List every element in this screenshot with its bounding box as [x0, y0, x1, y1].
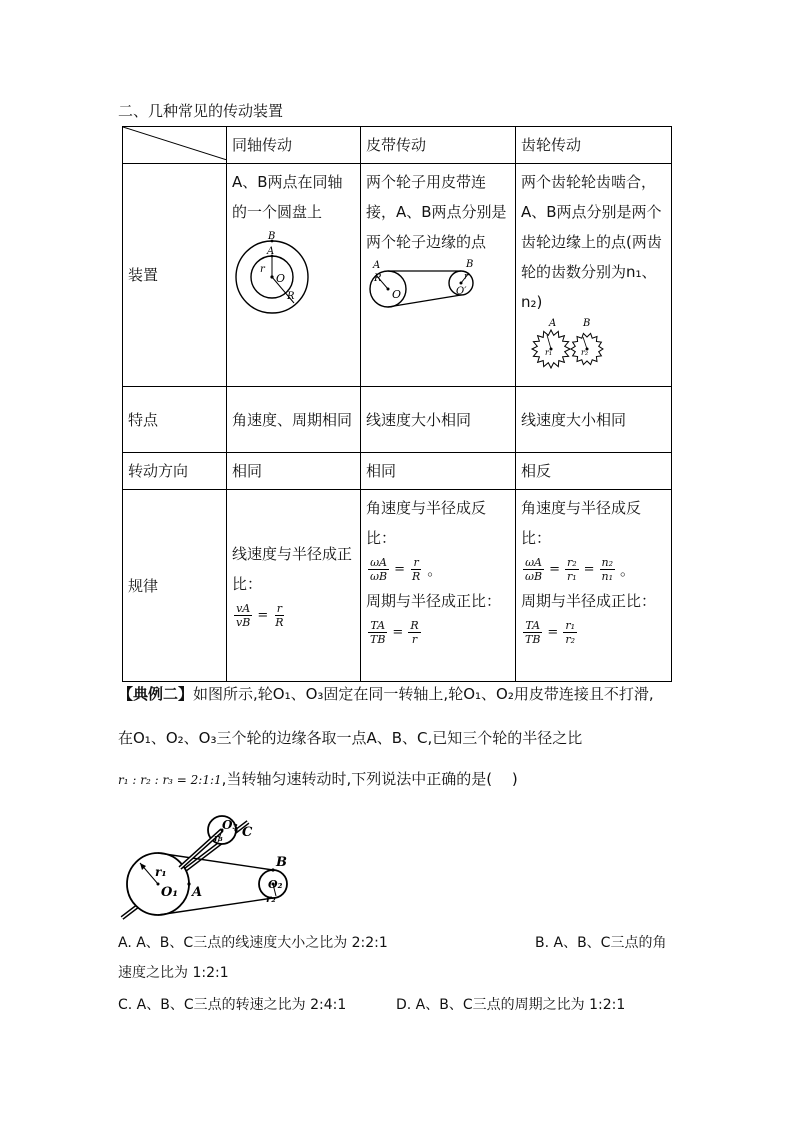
example-text-3: ,当转轴匀速转动时,下列说法中正确的是( ) — [221, 770, 518, 788]
header-coaxial: 同轴传动 — [227, 127, 361, 164]
label-R: R — [287, 291, 295, 302]
option-B-part1: B. A、B、C三点的角 — [535, 935, 667, 951]
cell-feature-coaxial: 角速度、周期相同 — [227, 387, 361, 453]
table-row-feature — [123, 387, 672, 453]
table-row-device — [123, 164, 672, 387]
example-title: 【典例二】 — [118, 685, 194, 703]
table-row-law — [123, 490, 672, 682]
belt-label-A: A — [373, 260, 381, 271]
diagonal-header-cell — [123, 127, 227, 164]
fig-label-O2: O₂ — [268, 878, 283, 891]
formula-period-ratio-belt: $\frac{TA}{TB}$ = $\frac{R}{r}$ — [370, 619, 419, 646]
example-line-1 — [118, 683, 654, 704]
fig-label-r1: r₁ — [155, 865, 167, 879]
cell-direction-belt: 相同 — [361, 453, 516, 490]
row-label-law: 规律 — [123, 490, 227, 682]
belt-description: 两个轮子用皮带连接，A、B两点分别是两个轮子边缘的点 — [366, 173, 507, 251]
row-label-device: 装置 — [123, 164, 227, 387]
gear-description: 两个齿轮轮齿啮合，A、B两点分别是两个齿轮边缘上的点(两齿轮的齿数分别为n₁、n₂) — [521, 173, 662, 311]
gear-label-B: B — [583, 318, 591, 329]
gear-label-r2: r₂ — [581, 348, 589, 357]
label-r: r — [260, 264, 265, 275]
coaxial-disc-diagram — [232, 227, 356, 319]
label-B: B — [268, 231, 276, 242]
belt-pulley-diagram — [366, 257, 510, 317]
belt-label-O-prime: O′ — [456, 286, 467, 297]
example-line-2: 在O₁、O₂、O₃三个轮的边缘各取一点A、B、C,已知三个轮的半径之比 — [118, 729, 583, 747]
fig-label-B: B — [276, 855, 287, 870]
option-A: A. A、B、C三点的线速度大小之比为 2:2:1 — [118, 935, 388, 951]
label-A: A — [267, 246, 275, 257]
fig-label-r3: r₃ — [214, 834, 223, 844]
cell-device-gear — [516, 164, 672, 387]
formula-v-ratio: $\frac{vA}{vB}$ = $\frac{r}{R}$ — [236, 602, 284, 629]
gear-mesh-diagram — [521, 317, 665, 373]
law-coaxial-text: 线速度与半径成正比： — [232, 545, 353, 593]
diagonal-line — [123, 127, 227, 160]
formula-omega-ratio-gear: $\frac{\omega A}{\omega B}$ = $\frac{\text{r₂}}{\text{r₁}}$ = $\frac{\text{n₂}}{\text{n₁}}$ 。 — [525, 556, 636, 583]
law-belt-text2: 周期与半径成正比： — [366, 592, 502, 610]
cell-law-belt — [361, 490, 516, 682]
fig-label-r2: r₂ — [266, 894, 276, 905]
cell-direction-gear: 相反 — [516, 453, 672, 490]
cell-device-coaxial — [227, 164, 361, 387]
example-text-1: 如图所示,轮O₁、O₃固定在同一转轴上,轮O₁、O₂用皮带连接且不打滑, — [193, 685, 654, 703]
fig-label-A: A — [192, 885, 203, 900]
formula-period-ratio-gear: $\frac{TA}{TB}$ = $\frac{\text{r₁}}{\text{r₂}}$ — [525, 619, 575, 646]
gear-label-A: A — [549, 318, 557, 329]
option-D: D. A、B、C三点的周期之比为 1:2:1 — [396, 997, 626, 1013]
formula-omega-ratio-belt: $\frac{\omega A}{\omega B}$ = $\frac{r}{R}$ 。 — [370, 556, 443, 583]
belt-label-r: r — [464, 272, 469, 282]
law-gear-text1: 角速度与半径成反比： — [521, 499, 642, 547]
belt-label-R: R — [374, 273, 382, 284]
radius-ratio: r₁ : r₂ : r₃ = 2:1:1 — [118, 773, 222, 787]
law-gear-text2: 周期与半径成正比： — [521, 592, 657, 610]
belt-label-B: B — [466, 259, 474, 270]
option-C: C. A、B、C三点的转速之比为 2:4:1 — [118, 997, 347, 1013]
cell-law-gear — [516, 490, 672, 682]
cell-law-coaxial — [227, 490, 361, 682]
header-belt: 皮带传动 — [361, 127, 516, 164]
row-label-feature: 特点 — [123, 387, 227, 453]
cell-device-belt — [361, 164, 516, 387]
law-belt-text1: 角速度与半径成反比： — [366, 499, 487, 547]
table-row-direction — [123, 453, 672, 490]
table-header-row — [123, 127, 672, 164]
belt-label-O: O — [392, 288, 402, 301]
transmission-table — [122, 126, 672, 682]
example-pulley-figure — [118, 808, 308, 922]
cell-feature-belt: 线速度大小相同 — [361, 387, 516, 453]
example-line-3 — [118, 768, 518, 789]
fig-label-C: C — [242, 825, 253, 840]
row-label-direction: 转动方向 — [123, 453, 227, 490]
cell-direction-coaxial: 相同 — [227, 453, 361, 490]
fig-label-O3: O₃ — [222, 818, 238, 832]
gear-label-r1: r₁ — [545, 348, 553, 357]
section-title: 二、几种常见的传动装置 — [118, 102, 284, 120]
label-O: O — [276, 272, 286, 285]
header-gear: 齿轮传动 — [516, 127, 672, 164]
cell-feature-gear: 线速度大小相同 — [516, 387, 672, 453]
fig-label-O1: O₁ — [161, 885, 179, 900]
coaxial-description: A、B两点在同轴的一个圆盘上 — [232, 173, 343, 221]
option-B-part2: 速度之比为 1:2:1 — [118, 965, 229, 981]
